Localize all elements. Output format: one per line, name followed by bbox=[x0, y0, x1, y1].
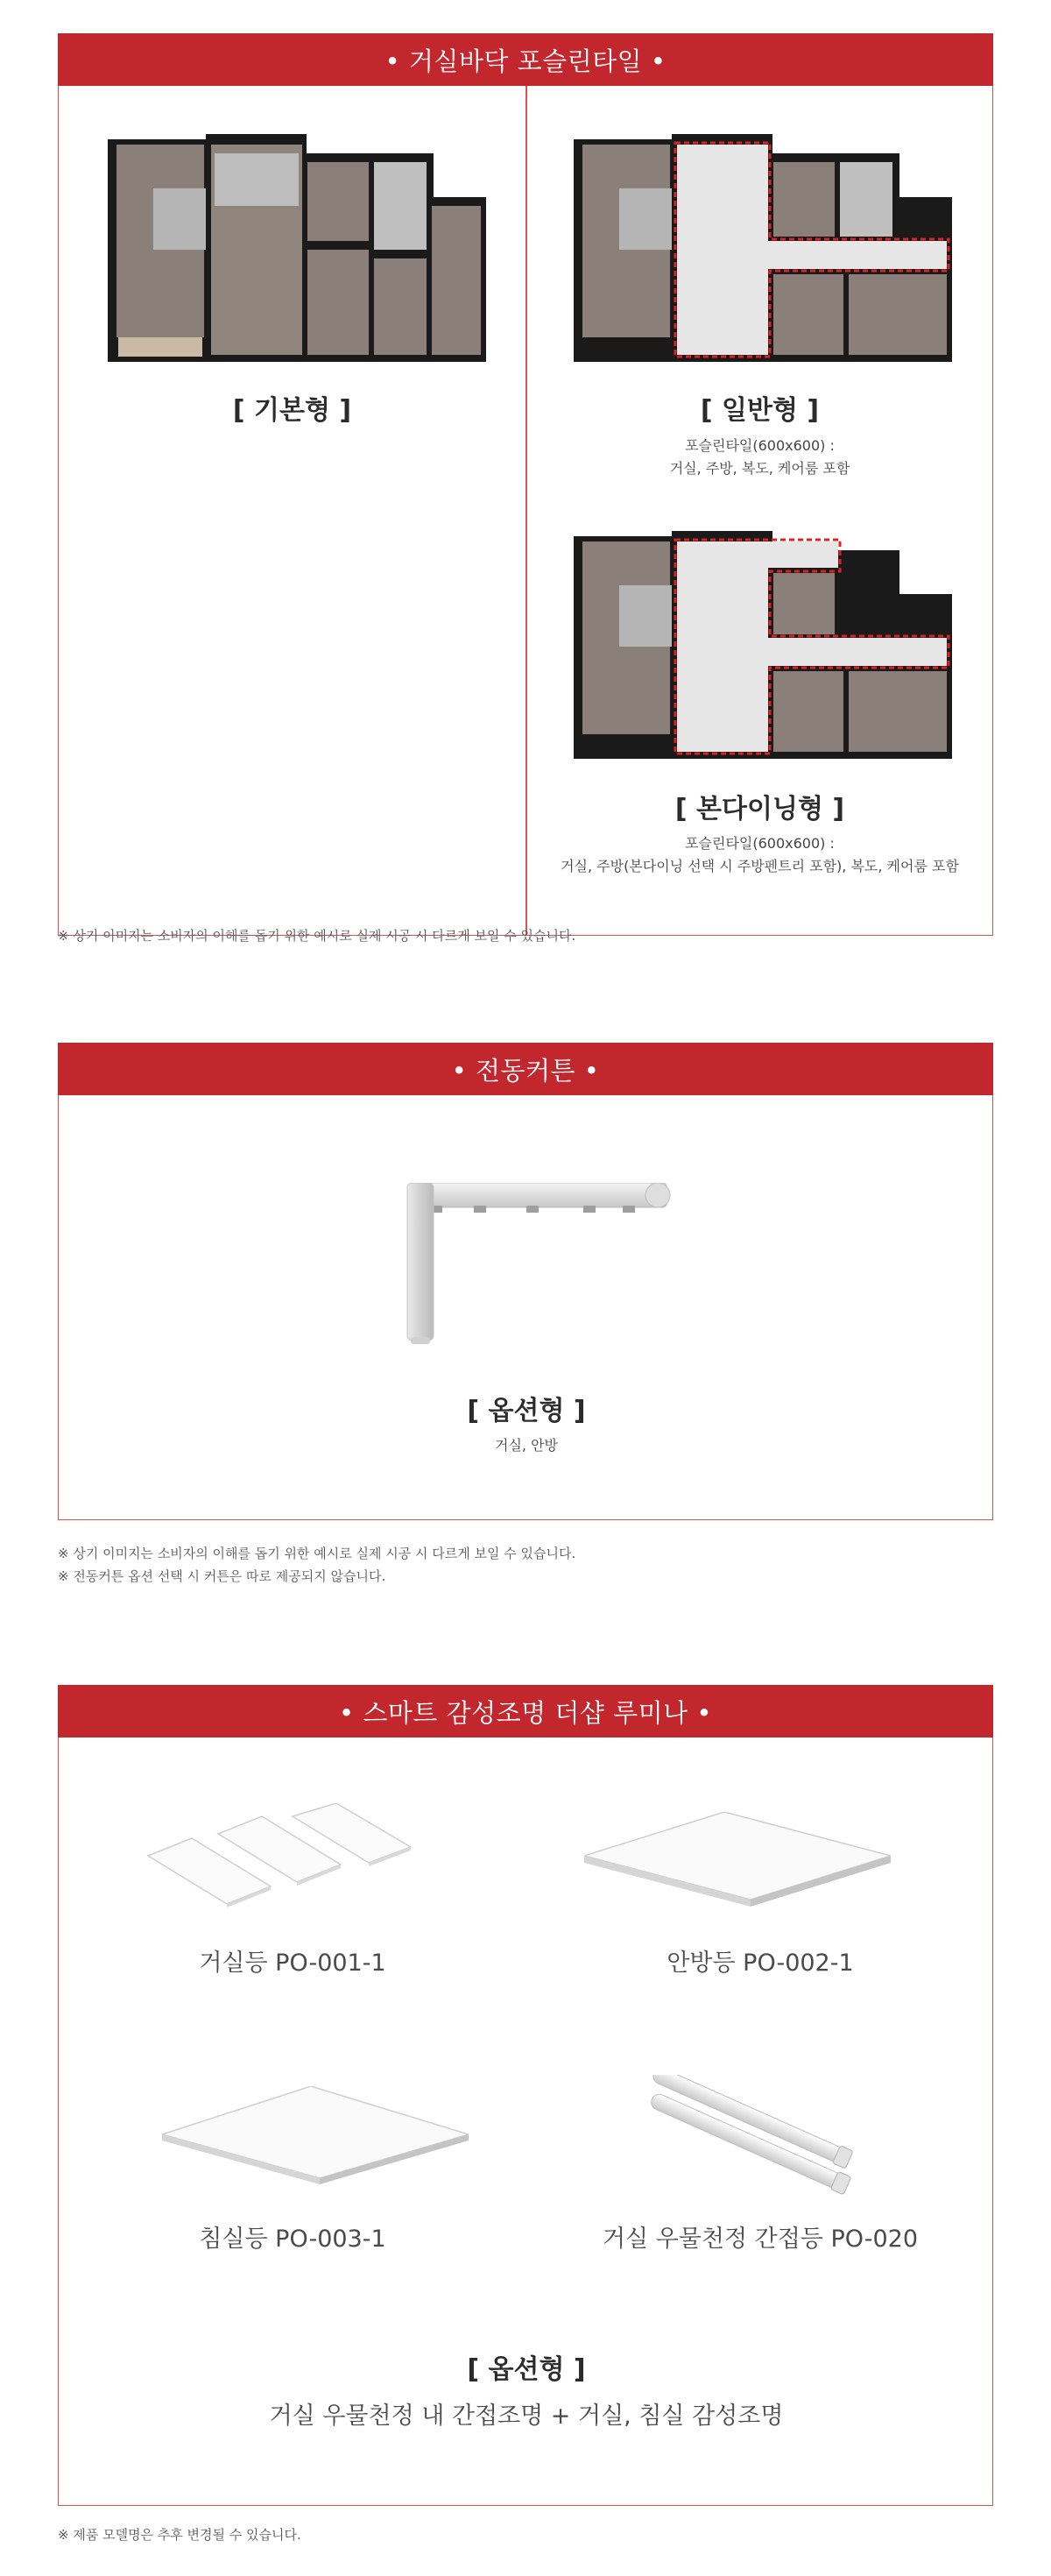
bondining-type-desc1: 포슬린타일(600x600) : bbox=[685, 835, 835, 852]
curtain-section-title: • 전동커튼 • bbox=[451, 1055, 600, 1086]
master-room-light-image bbox=[584, 1812, 891, 1908]
product-label-2: 안방등 PO-002-1 bbox=[667, 1950, 854, 1977]
tile-section-title: • 거실바닥 포슬린타일 • bbox=[384, 46, 667, 76]
normal-type-desc2: 거실, 주방, 복도, 케어룸 포함 bbox=[669, 460, 850, 477]
tile-section-header bbox=[58, 33, 993, 86]
bondining-type-name: [ 본다이닝형 ] bbox=[674, 794, 845, 824]
basic-type-name: [ 기본형 ] bbox=[232, 395, 352, 426]
curtain-section bbox=[58, 1043, 993, 1520]
product-label-4: 거실 우물천정 간접등 PO-020 bbox=[602, 2226, 919, 2253]
bondining-type-desc2: 거실, 주방(본다이닝 선택 시 주방펜트리 포함), 복도, 케어룸 포함 bbox=[561, 858, 959, 874]
floorplan-basic bbox=[101, 127, 491, 368]
floorplan-bondining bbox=[567, 524, 957, 765]
normal-type-name: [ 일반형 ] bbox=[700, 395, 820, 426]
curtain-note-2: ※ 전동커튼 옵션 선택 시 커튼은 따로 제공되지 않습니다. bbox=[58, 1568, 386, 1584]
lighting-note: ※ 제품 모델명은 추후 변경될 수 있습니다. bbox=[58, 2527, 301, 2543]
normal-type-desc1: 포슬린타일(600x600) : bbox=[685, 437, 835, 454]
lighting-panel bbox=[58, 1737, 993, 2506]
living-room-light-image bbox=[139, 1803, 455, 1908]
curtain-type-name: [ 옵션형 ] bbox=[467, 1396, 586, 1426]
curtain-rail-image bbox=[377, 1183, 684, 1349]
lighting-section bbox=[58, 1685, 993, 2506]
lighting-section-header bbox=[58, 1685, 993, 1737]
tile-note: ※ 상기 이미지는 소비자의 이해를 돕기 위한 예시로 실제 시공 시 다르게 보일 수 있습니다. bbox=[58, 928, 576, 944]
curtain-section-header bbox=[58, 1043, 993, 1095]
tile-section bbox=[58, 33, 993, 936]
lighting-type-name: [ 옵션형 ] bbox=[467, 2354, 586, 2385]
product-label-3: 침실등 PO-003-1 bbox=[199, 2226, 386, 2253]
curtain-panel bbox=[58, 1095, 993, 1520]
tile-panel bbox=[58, 86, 993, 936]
curtain-type-desc: 거실, 안방 bbox=[495, 1437, 558, 1454]
product-label-1: 거실등 PO-001-1 bbox=[199, 1950, 386, 1977]
curtain-note-1: ※ 상기 이미지는 소비자의 이해를 돕기 위한 예시로 실제 시공 시 다르게 보일 수 있습니다. bbox=[58, 1546, 576, 1561]
lighting-section-title: • 스마트 감성조명 더샵 루미나 • bbox=[339, 1697, 712, 1728]
indirect-light-image bbox=[619, 2075, 882, 2197]
floorplan-normal bbox=[567, 127, 957, 368]
bedroom-light-image bbox=[162, 2086, 469, 2184]
lighting-type-desc: 거실 우물천정 내 간접조명 + 거실, 침실 감성조명 bbox=[269, 2403, 784, 2430]
